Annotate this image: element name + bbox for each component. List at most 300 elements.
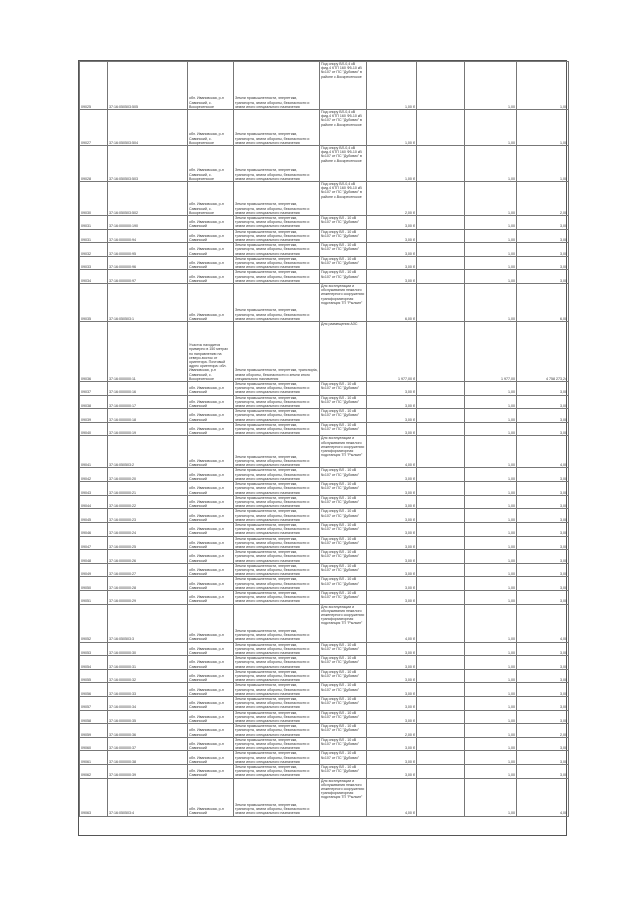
permitted-use-cell: Под опору ВЛ - 10 кВ №107 от ПС "Дубовик": [320, 482, 367, 496]
row-id-cell: 09038: [80, 395, 108, 409]
permitted-use-cell: Под опору ВЛ - 10 кВ №107 от ПС "Дубовик": [320, 522, 367, 536]
table-row: [80, 468, 569, 482]
permitted-use-cell: Под опору ВЛ - 10 кВ №107 от ПС "Дубовик": [320, 710, 367, 724]
cadastral-number-cell: 37:16:000000:21: [108, 482, 188, 496]
area-cell: 3,00 б: [367, 683, 417, 697]
permitted-use-cell: Для эксплуатации и обслуживания нежилого инженерного сооружения: трансформаторная подстанция ТП "Рылкин": [320, 436, 367, 468]
cadastral-value-cell: 2,00: [517, 724, 569, 738]
coefficient-cell: 1,00: [465, 409, 517, 423]
cadastral-number-cell: 37:16:000000:29: [108, 590, 188, 604]
area-cell: 1,00 б: [367, 146, 417, 182]
row-id-cell: 09027: [80, 110, 108, 146]
coefficient-cell: 1,00: [465, 216, 517, 230]
permitted-use-cell: Под опору ВЛ - 10 кВ №107 от ПС "Дубовик": [320, 563, 367, 577]
cadastral-number-cell: 37:16:000000:19: [108, 422, 188, 436]
cadastral-number-cell: 37:16:000000:94: [108, 229, 188, 243]
area-cell: 4,00 б: [367, 604, 417, 642]
cadastral-value-cell: 3,00: [517, 737, 569, 751]
permitted-use-cell: Под опору ВЛ - 10 кВ №107 от ПС "Дубовик": [320, 590, 367, 604]
coefficient-cell: 1,00: [465, 724, 517, 738]
cadastral-number-cell: 37:16:000000:38: [108, 751, 188, 765]
table-row: [80, 322, 569, 382]
permitted-use-cell: Под опору ВЛ - 10 кВ №107 от ПС "Дубовик": [320, 495, 367, 509]
row-id-cell: 09044: [80, 495, 108, 509]
address-cell: обл. Ивановская, р-н Савинский: [188, 522, 234, 536]
coefficient-cell: 1,00: [465, 577, 517, 591]
address-cell: обл. Ивановская, р-н Савинский: [188, 563, 234, 577]
permitted-use-cell: Для эксплуатации и обслуживания нежилого инженерного сооружения: трансформаторная подстанция ТП "Рылкин": [320, 604, 367, 642]
permitted-use-cell: Под опору ВЛ - 10 кВ №107 от ПС "Дубовик": [320, 409, 367, 423]
cadastral-value-cell: 3,00: [517, 550, 569, 564]
row-id-cell: 09062: [80, 765, 108, 779]
coefficient-cell: 1,00: [465, 436, 517, 468]
permitted-use-cell: Под опору ВЛ - 10 кВ №107 от ПС "Дубовик": [320, 765, 367, 779]
coefficient-cell: 1,00: [465, 683, 517, 697]
address-cell: обл. Ивановская, р-н Савинский: [188, 509, 234, 523]
area-cell: 3,00 б: [367, 697, 417, 711]
cadastral-number-cell: 37:16:050503:502: [108, 182, 188, 216]
price-cell: [417, 536, 465, 550]
price-cell: [417, 395, 465, 409]
cadastral-number-cell: 37:16:050503:4: [108, 778, 188, 816]
cadastral-value-cell: 3,00: [517, 710, 569, 724]
price-cell: [417, 482, 465, 496]
permitted-use-cell: Под опору ВЛ - 10 кВ №107 от ПС "Дубовик": [320, 669, 367, 683]
row-id-cell: 09046: [80, 522, 108, 536]
row-id-cell: 09058: [80, 710, 108, 724]
row-id-cell: 09049: [80, 563, 108, 577]
permitted-use-cell: Под опору ВЛ - 10 кВ №107 от ПС "Дубовик": [320, 697, 367, 711]
cadastral-value-cell: 3,00: [517, 669, 569, 683]
row-id-cell: 09031: [80, 229, 108, 243]
permitted-use-cell: Под опору ВЛ-0,4 кВ фид.4 КТП 160 Ф5-10 кВ №107 от ПС "Дубовик" в районе с.Воскресенское: [320, 146, 367, 182]
row-id-cell: 09061: [80, 751, 108, 765]
row-id-cell: 09048: [80, 550, 108, 564]
cadastral-value-cell: 1,00: [517, 110, 569, 146]
cadastral-number-cell: 37:16:050503:504: [108, 110, 188, 146]
land-category-cell: Земли промышленности, энергетики, транспорта, земли обороны, безопасности и земли иного специального назначения: [234, 284, 320, 322]
price-cell: [417, 468, 465, 482]
address-cell: обл. Ивановская, р-н Савинский, с. Воскресенское: [188, 110, 234, 146]
table-row: [80, 778, 569, 816]
cadastral-number-cell: 37:16:050503:3: [108, 604, 188, 642]
area-cell: 3,00 б: [367, 751, 417, 765]
cadastral-value-cell: 3,00: [517, 229, 569, 243]
address-cell: обл. Ивановская, р-н Савинский: [188, 284, 234, 322]
coefficient-cell: 1,00: [465, 62, 517, 110]
cadastral-number-cell: 37:16:000000:97: [108, 270, 188, 284]
price-cell: [417, 683, 465, 697]
address-cell: обл. Ивановская, р-н Савинский: [188, 468, 234, 482]
table-row: [80, 509, 569, 523]
cadastral-number-cell: 37:16:000000:35: [108, 710, 188, 724]
cadastral-value-cell: 3,00: [517, 683, 569, 697]
coefficient-cell: 1,00: [465, 256, 517, 270]
coefficient-cell: 1,00: [465, 284, 517, 322]
area-cell: 3,00 б: [367, 509, 417, 523]
land-category-cell: Земли промышленности, энергетики, транспорта, земли обороны, безопасности и земли иного специального назначения: [234, 146, 320, 182]
permitted-use-cell: Под опору ВЛ - 10 кВ №107 от ПС "Дубовик": [320, 724, 367, 738]
table-row: [80, 256, 569, 270]
area-cell: 3,00 б: [367, 669, 417, 683]
coefficient-cell: 1,00: [465, 495, 517, 509]
coefficient-cell: 1,00: [465, 182, 517, 216]
address-cell: обл. Ивановская, р-н Савинский: [188, 577, 234, 591]
land-category-cell: Земли промышленности, энергетики, транспорта, земли обороны, безопасности и земли иного специального назначения: [234, 563, 320, 577]
cadastral-value-cell: 3,00: [517, 522, 569, 536]
row-id-cell: 09056: [80, 683, 108, 697]
address-cell: обл. Ивановская, р-н Савинский: [188, 395, 234, 409]
price-cell: [417, 270, 465, 284]
table-row: [80, 422, 569, 436]
address-cell: обл. Ивановская, р-н Савинский: [188, 256, 234, 270]
area-cell: 3,00 б: [367, 468, 417, 482]
table-row: [80, 642, 569, 656]
land-category-cell: Земли промышленности, энергетики, транспорта, земли обороны, безопасности и земли иного специального назначения: [234, 697, 320, 711]
row-id-cell: 09032: [80, 243, 108, 257]
row-id-cell: 09060: [80, 737, 108, 751]
cadastral-number-cell: 37:16:000000:190: [108, 216, 188, 230]
permitted-use-cell: Под опору ВЛ - 10 кВ №107 от ПС "Дубовик": [320, 656, 367, 670]
table-row: [80, 146, 569, 182]
land-category-cell: Земли промышленности, энергетики, транспорта, земли обороны, безопасности и земли иного специального назначения: [234, 724, 320, 738]
land-category-cell: Земли промышленности, энергетики, транспорта, земли обороны, безопасности и земли иного специального назначения: [234, 482, 320, 496]
table-row: [80, 577, 569, 591]
cadastral-number-cell: 37:16:000000:37: [108, 737, 188, 751]
land-category-cell: Земли промышленности, энергетики, транспорта, земли обороны, безопасности и земли иного специального назначения: [234, 550, 320, 564]
table-row: [80, 522, 569, 536]
table-row: [80, 697, 569, 711]
row-id-cell: 09031: [80, 216, 108, 230]
cadastral-value-cell: 1,00: [517, 146, 569, 182]
coefficient-cell: 1,00: [465, 669, 517, 683]
land-category-cell: Земли промышленности, энергетики, транспорта, земли обороны, безопасности и земли иного специального назначения: [234, 270, 320, 284]
permitted-use-cell: Под опору ВЛ - 10 кВ №107 от ПС "Дубовик": [320, 422, 367, 436]
permitted-use-cell: Для размещения АЗС: [320, 322, 367, 382]
row-id-cell: 09055: [80, 669, 108, 683]
area-cell: 3,00 б: [367, 710, 417, 724]
land-category-cell: Земли промышленности, энергетики, транспорта, земли обороны, безопасности и земли иного специального назначения: [234, 243, 320, 257]
row-id-cell: 09054: [80, 656, 108, 670]
address-cell: обл. Ивановская, р-н Савинский: [188, 436, 234, 468]
land-category-cell: Земли промышленности, энергетики, транспорта, земли обороны, безопасности и земли иного специального назначения: [234, 765, 320, 779]
cadastral-value-cell: 3,00: [517, 509, 569, 523]
price-cell: [417, 216, 465, 230]
price-cell: [417, 243, 465, 257]
coefficient-cell: 1,00: [465, 270, 517, 284]
row-id-cell: 09028: [80, 146, 108, 182]
address-cell: обл. Ивановская, р-н Савинский: [188, 669, 234, 683]
coefficient-cell: 1,00: [465, 642, 517, 656]
cadastral-number-cell: 37:16:000000:36: [108, 724, 188, 738]
price-cell: [417, 284, 465, 322]
cadastral-value-cell: 3,00: [517, 216, 569, 230]
land-category-cell: Земли промышленности, энергетики, транспорта, земли обороны, безопасности и земли иного специального назначения: [234, 216, 320, 230]
row-id-cell: 09036: [80, 322, 108, 382]
area-cell: 3,00 б: [367, 422, 417, 436]
cadastral-value-cell: 3,00: [517, 577, 569, 591]
table-row: [80, 409, 569, 423]
row-id-cell: 09052: [80, 604, 108, 642]
cadastral-number-cell: 37:16:000000:23: [108, 509, 188, 523]
cadastral-value-cell: 3,00: [517, 468, 569, 482]
row-id-cell: 09050: [80, 577, 108, 591]
row-id-cell: 09035: [80, 284, 108, 322]
cadastral-value-cell: 1,00: [517, 62, 569, 110]
price-cell: [417, 751, 465, 765]
area-cell: 2,00 б: [367, 182, 417, 216]
coefficient-cell: 1,00: [465, 509, 517, 523]
cadastral-value-cell: 4 758 273,24: [517, 322, 569, 382]
area-cell: 3,00 б: [367, 270, 417, 284]
cadastral-number-cell: 37:16:050503:2: [108, 436, 188, 468]
cadastral-value-cell: 3,00: [517, 495, 569, 509]
area-cell: 1,00 б: [367, 62, 417, 110]
price-cell: [417, 765, 465, 779]
land-category-cell: Земли промышленности, энергетики, транспорта, земли обороны, безопасности и земли иного специального назначения: [234, 656, 320, 670]
cadastral-value-cell: 3,00: [517, 751, 569, 765]
address-cell: обл. Ивановская, р-н Савинский: [188, 724, 234, 738]
table-row: [80, 270, 569, 284]
price-cell: [417, 182, 465, 216]
table-row: [80, 604, 569, 642]
row-id-cell: 09053: [80, 642, 108, 656]
cadastral-number-cell: 37:16:000000:24: [108, 522, 188, 536]
cadastral-value-cell: 3,00: [517, 697, 569, 711]
cadastral-value-cell: 2,00: [517, 182, 569, 216]
row-id-cell: 09063: [80, 778, 108, 816]
address-cell: обл. Ивановская, р-н Савинский: [188, 656, 234, 670]
permitted-use-cell: Под опору ВЛ - 10 кВ №107 от ПС "Дубовик": [320, 468, 367, 482]
address-cell: обл. Ивановская, р-н Савинский: [188, 382, 234, 396]
price-cell: [417, 495, 465, 509]
permitted-use-cell: Под опору ВЛ-0,4 кВ фид.4 КТП 160 Ф5-10 кВ №107 от ПС "Дубовик" в районе с.Воскресенское: [320, 110, 367, 146]
row-id-cell: 09039: [80, 409, 108, 423]
cadastral-number-cell: 37:16:000000:33: [108, 683, 188, 697]
table-row: [80, 669, 569, 683]
permitted-use-cell: Под опору ВЛ - 10 кВ №107 от ПС "Дубовик": [320, 216, 367, 230]
table-row: [80, 683, 569, 697]
address-cell: обл. Ивановская, р-н Савинский: [188, 590, 234, 604]
table-row: [80, 495, 569, 509]
land-category-cell: Земли промышленности, энергетики, транспорта, земли обороны, безопасности и земли иного специального назначения: [234, 422, 320, 436]
land-plots-table: [79, 61, 569, 817]
permitted-use-cell: Под опору ВЛ - 10 кВ №107 от ПС "Дубовик": [320, 737, 367, 751]
coefficient-cell: 1,00: [465, 778, 517, 816]
permitted-use-cell: Под опору ВЛ - 10 кВ №107 от ПС "Дубовик": [320, 751, 367, 765]
land-category-cell: Земли промышленности, энергетики, транспорта, земли обороны, безопасности и земли иного специального назначения: [234, 409, 320, 423]
price-cell: [417, 737, 465, 751]
table-row: [80, 382, 569, 396]
address-cell: обл. Ивановская, р-н Савинский: [188, 765, 234, 779]
area-cell: 3,00 б: [367, 229, 417, 243]
cadastral-number-cell: 37:16:000000:95: [108, 243, 188, 257]
table-row: [80, 765, 569, 779]
permitted-use-cell: Под опору ВЛ-0,4 кВ фид.4 КТП 160 Ф5-10 кВ №107 от ПС "Дубовик" в районе с.Воскресенское: [320, 62, 367, 110]
price-cell: [417, 522, 465, 536]
cadastral-number-cell: 37:16:000000:22: [108, 495, 188, 509]
price-cell: [417, 724, 465, 738]
address-cell: Участок находится примерно в 150 метрах по направлению на северо-восток от ориентира. Почтовый адрес ориентира: обл. Ивановская, р-н Савинский, с. Воскресенское: [188, 322, 234, 382]
table-row: [80, 710, 569, 724]
land-category-cell: Земли промышленности, энергетики, транспорта, земли обороны, безопасности и земли иного специального назначения: [234, 509, 320, 523]
cadastral-number-cell: 37:16:000000:39: [108, 765, 188, 779]
cadastral-number-cell: 37:16:000000:28: [108, 577, 188, 591]
permitted-use-cell: Под опору ВЛ - 10 кВ №107 от ПС "Дубовик": [320, 229, 367, 243]
row-id-cell: 09045: [80, 509, 108, 523]
address-cell: обл. Ивановская, р-н Савинский: [188, 409, 234, 423]
cadastral-value-cell: 3,00: [517, 590, 569, 604]
coefficient-cell: 1,00: [465, 395, 517, 409]
cadastral-number-cell: 37:16:050503:1: [108, 284, 188, 322]
address-cell: обл. Ивановская, р-н Савинский: [188, 229, 234, 243]
cadastral-value-cell: 3,00: [517, 243, 569, 257]
area-cell: 3,00 б: [367, 382, 417, 396]
table-row: [80, 536, 569, 550]
row-id-cell: 09041: [80, 436, 108, 468]
price-cell: [417, 322, 465, 382]
permitted-use-cell: Под опору ВЛ - 10 кВ №107 от ПС "Дубовик": [320, 550, 367, 564]
price-cell: [417, 656, 465, 670]
address-cell: обл. Ивановская, р-н Савинский: [188, 778, 234, 816]
coefficient-cell: 1,00: [465, 110, 517, 146]
area-cell: 3,00 б: [367, 563, 417, 577]
document-page: [78, 60, 567, 836]
area-cell: 3,00 б: [367, 536, 417, 550]
permitted-use-cell: Под опору ВЛ - 10 кВ №107 от ПС "Дубовик": [320, 642, 367, 656]
cadastral-number-cell: 37:16:000000:31: [108, 656, 188, 670]
address-cell: обл. Ивановская, р-н Савинский: [188, 482, 234, 496]
land-category-cell: Земли промышленности, энергетики, транспорта, земли обороны, безопасности и земли иного специального назначения: [234, 683, 320, 697]
address-cell: обл. Ивановская, р-н Савинский, с. Воскресенское: [188, 146, 234, 182]
area-cell: 3,00 б: [367, 577, 417, 591]
land-category-cell: Земли промышленности, энергетики, транспорта, земли обороны, безопасности и земли иного специального назначения: [234, 382, 320, 396]
area-cell: 3,00 б: [367, 522, 417, 536]
address-cell: обл. Ивановская, р-н Савинский: [188, 270, 234, 284]
coefficient-cell: 1,00: [465, 656, 517, 670]
table-row: [80, 737, 569, 751]
price-cell: [417, 509, 465, 523]
area-cell: 1 977,00 б: [367, 322, 417, 382]
coefficient-cell: 1,00: [465, 482, 517, 496]
row-id-cell: 09033: [80, 256, 108, 270]
coefficient-cell: 1,00: [465, 146, 517, 182]
cadastral-number-cell: 37:16:000000:20: [108, 468, 188, 482]
row-id-cell: 09057: [80, 697, 108, 711]
row-id-cell: 09042: [80, 468, 108, 482]
price-cell: [417, 110, 465, 146]
coefficient-cell: 1,00: [465, 710, 517, 724]
land-category-cell: Земли промышленности, энергетики, транспорта, земли обороны, безопасности и земли иного специального назначения: [234, 751, 320, 765]
coefficient-cell: 1,00: [465, 243, 517, 257]
land-category-cell: Земли промышленности, энергетики, транспорта, земли обороны, безопасности и земли иного специального назначения: [234, 436, 320, 468]
table-row: [80, 182, 569, 216]
area-cell: 3,00 б: [367, 482, 417, 496]
land-category-cell: Земли промышленности, энергетики, транспорта, земли обороны, безопасности и земли иного специального назначения: [234, 229, 320, 243]
table-row: [80, 436, 569, 468]
cadastral-value-cell: 3,00: [517, 395, 569, 409]
cadastral-number-cell: 37:16:000000:27: [108, 563, 188, 577]
cadastral-number-cell: 37:16:000000:30: [108, 642, 188, 656]
cadastral-number-cell: 37:16:000000:11: [108, 322, 188, 382]
land-category-cell: Земли промышленности, энергетики, транспорta, земли обороны, безопасности и земли иного специального назначения: [234, 322, 320, 382]
area-cell: 3,00 б: [367, 737, 417, 751]
cadastral-number-cell: 37:16:000000:32: [108, 669, 188, 683]
price-cell: [417, 146, 465, 182]
cadastral-number-cell: 37:16:050503:503: [108, 146, 188, 182]
table-row: [80, 724, 569, 738]
area-cell: 4,00 б: [367, 778, 417, 816]
cadastral-value-cell: 3,00: [517, 765, 569, 779]
price-cell: [417, 669, 465, 683]
price-cell: [417, 409, 465, 423]
area-cell: 3,00 б: [367, 550, 417, 564]
coefficient-cell: 1,00: [465, 590, 517, 604]
area-cell: 1,00 б: [367, 110, 417, 146]
price-cell: [417, 778, 465, 816]
land-category-cell: Земли промышленности, энергетики, транспорта, земли обороны, безопасности и земли иного специального назначения: [234, 642, 320, 656]
address-cell: обл. Ивановская, р-н Савинский: [188, 710, 234, 724]
cadastral-value-cell: 3,00: [517, 382, 569, 396]
cadastral-value-cell: 3,00: [517, 563, 569, 577]
cadastral-number-cell: 37:16:000000:96: [108, 256, 188, 270]
price-cell: [417, 62, 465, 110]
table-row: [80, 110, 569, 146]
area-cell: 3,00 б: [367, 495, 417, 509]
cadastral-number-cell: 37:16:000000:18: [108, 409, 188, 423]
table-body: [80, 62, 569, 817]
cadastral-value-cell: 3,00: [517, 422, 569, 436]
row-id-cell: 09059: [80, 724, 108, 738]
address-cell: обл. Ивановская, р-н Савинский: [188, 422, 234, 436]
permitted-use-cell: Под опору ВЛ - 10 кВ №107 от ПС "Дубовик": [320, 243, 367, 257]
table-row: [80, 751, 569, 765]
cadastral-number-cell: 37:16:000000:25: [108, 536, 188, 550]
land-category-cell: Земли промышленности, энергетики, транспорта, земли обороны, безопасности и земли иного специального назначения: [234, 710, 320, 724]
address-cell: обл. Ивановская, р-н Савинский: [188, 604, 234, 642]
land-category-cell: Земли промышленности, энергетики, транспорта, земли обороны, безопасности и земли иного специального назначения: [234, 110, 320, 146]
land-category-cell: Земли промышленности, энергетики, транспорта, земли обороны, безопасности и земли иного специального назначения: [234, 62, 320, 110]
address-cell: обл. Ивановская, р-н Савинский, с. Воскресенское: [188, 62, 234, 110]
land-category-cell: Земли промышленности, энергетики, транспорта, земли обороны, безопасности и земли иного специального назначения: [234, 182, 320, 216]
permitted-use-cell: Под опору ВЛ - 10 кВ №107 от ПС "Дубовик": [320, 577, 367, 591]
coefficient-cell: 1,00: [465, 382, 517, 396]
address-cell: обл. Ивановская, р-н Савинский: [188, 737, 234, 751]
coefficient-cell: 1 977,00: [465, 322, 517, 382]
land-category-cell: Земли промышленности, энергетики, транспорта, земли обороны, безопасности и земли иного специального назначения: [234, 256, 320, 270]
address-cell: обл. Ивановская, р-н Савинский: [188, 697, 234, 711]
row-id-cell: 09043: [80, 482, 108, 496]
address-cell: обл. Ивановская, р-н Савинский: [188, 550, 234, 564]
price-cell: [417, 590, 465, 604]
coefficient-cell: 1,00: [465, 765, 517, 779]
cadastral-number-cell: 37:16:050503:505: [108, 62, 188, 110]
price-cell: [417, 229, 465, 243]
price-cell: [417, 422, 465, 436]
price-cell: [417, 577, 465, 591]
coefficient-cell: 1,00: [465, 522, 517, 536]
coefficient-cell: 1,00: [465, 697, 517, 711]
area-cell: 3,00 б: [367, 243, 417, 257]
cadastral-number-cell: 37:16:000000:16: [108, 382, 188, 396]
land-category-cell: Земли промышленности, энергетики, транспорта, земли обороны, безопасности и земли иного специального назначения: [234, 577, 320, 591]
price-cell: [417, 382, 465, 396]
price-cell: [417, 550, 465, 564]
address-cell: обл. Ивановская, р-н Савинский: [188, 536, 234, 550]
cadastral-value-cell: 3,00: [517, 656, 569, 670]
permitted-use-cell: Под опору ВЛ - 10 кВ №107 от ПС "Дубовик": [320, 382, 367, 396]
area-cell: 3,00 б: [367, 256, 417, 270]
